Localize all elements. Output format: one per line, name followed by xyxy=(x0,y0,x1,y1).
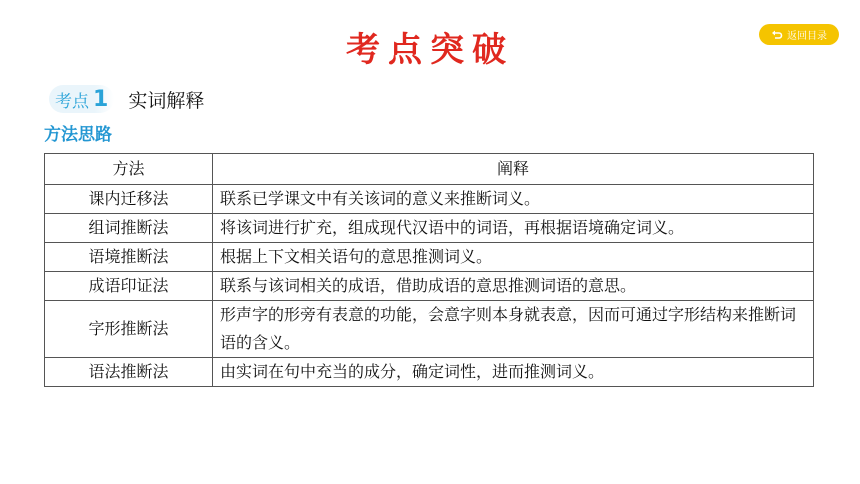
method-heading: 方法思路 xyxy=(44,125,112,145)
explanation-cell: 将该词进行扩充，组成现代汉语中的词语，再根据语境确定词义。 xyxy=(213,214,814,243)
exam-point-badge xyxy=(49,85,114,113)
explanation-cell: 形声字的形旁有表意的功能，会意字则本身就表意，因而可通过字形结构来推断词语的含义。 xyxy=(213,301,814,358)
exam-point-title: 实词解释 xyxy=(128,89,205,112)
exam-point-header xyxy=(49,84,204,114)
column-header-method: 方法 xyxy=(45,154,213,185)
table-row xyxy=(45,185,814,214)
page-title: 考点突破 xyxy=(346,30,514,70)
explanation-cell: 联系已学课文中有关该词的意义来推断词义。 xyxy=(213,185,814,214)
method-cell: 字形推断法 xyxy=(45,301,213,358)
table-row xyxy=(45,358,814,387)
table-row xyxy=(45,214,814,243)
exam-point-label: 考点 xyxy=(55,91,89,112)
method-cell: 语境推断法 xyxy=(45,243,213,272)
back-button-label: 返回目录 xyxy=(787,31,827,42)
return-arrow-icon xyxy=(771,29,783,41)
exam-point-number: 1 xyxy=(93,86,109,112)
back-to-contents-button[interactable] xyxy=(759,24,839,45)
column-header-explanation: 阐释 xyxy=(213,154,814,185)
table-row xyxy=(45,243,814,272)
method-cell: 语法推断法 xyxy=(45,358,213,387)
explanation-cell: 根据上下文相关语句的意思推测词义。 xyxy=(213,243,814,272)
table-row xyxy=(45,301,814,358)
methods-table xyxy=(44,153,814,387)
method-cell: 组词推断法 xyxy=(45,214,213,243)
table-row xyxy=(45,272,814,301)
method-cell: 成语印证法 xyxy=(45,272,213,301)
explanation-cell: 联系与该词相关的成语，借助成语的意思推测词语的意思。 xyxy=(213,272,814,301)
method-cell: 课内迁移法 xyxy=(45,185,213,214)
explanation-cell: 由实词在句中充当的成分，确定词性，进而推测词义。 xyxy=(213,358,814,387)
table-header-row xyxy=(45,154,814,185)
